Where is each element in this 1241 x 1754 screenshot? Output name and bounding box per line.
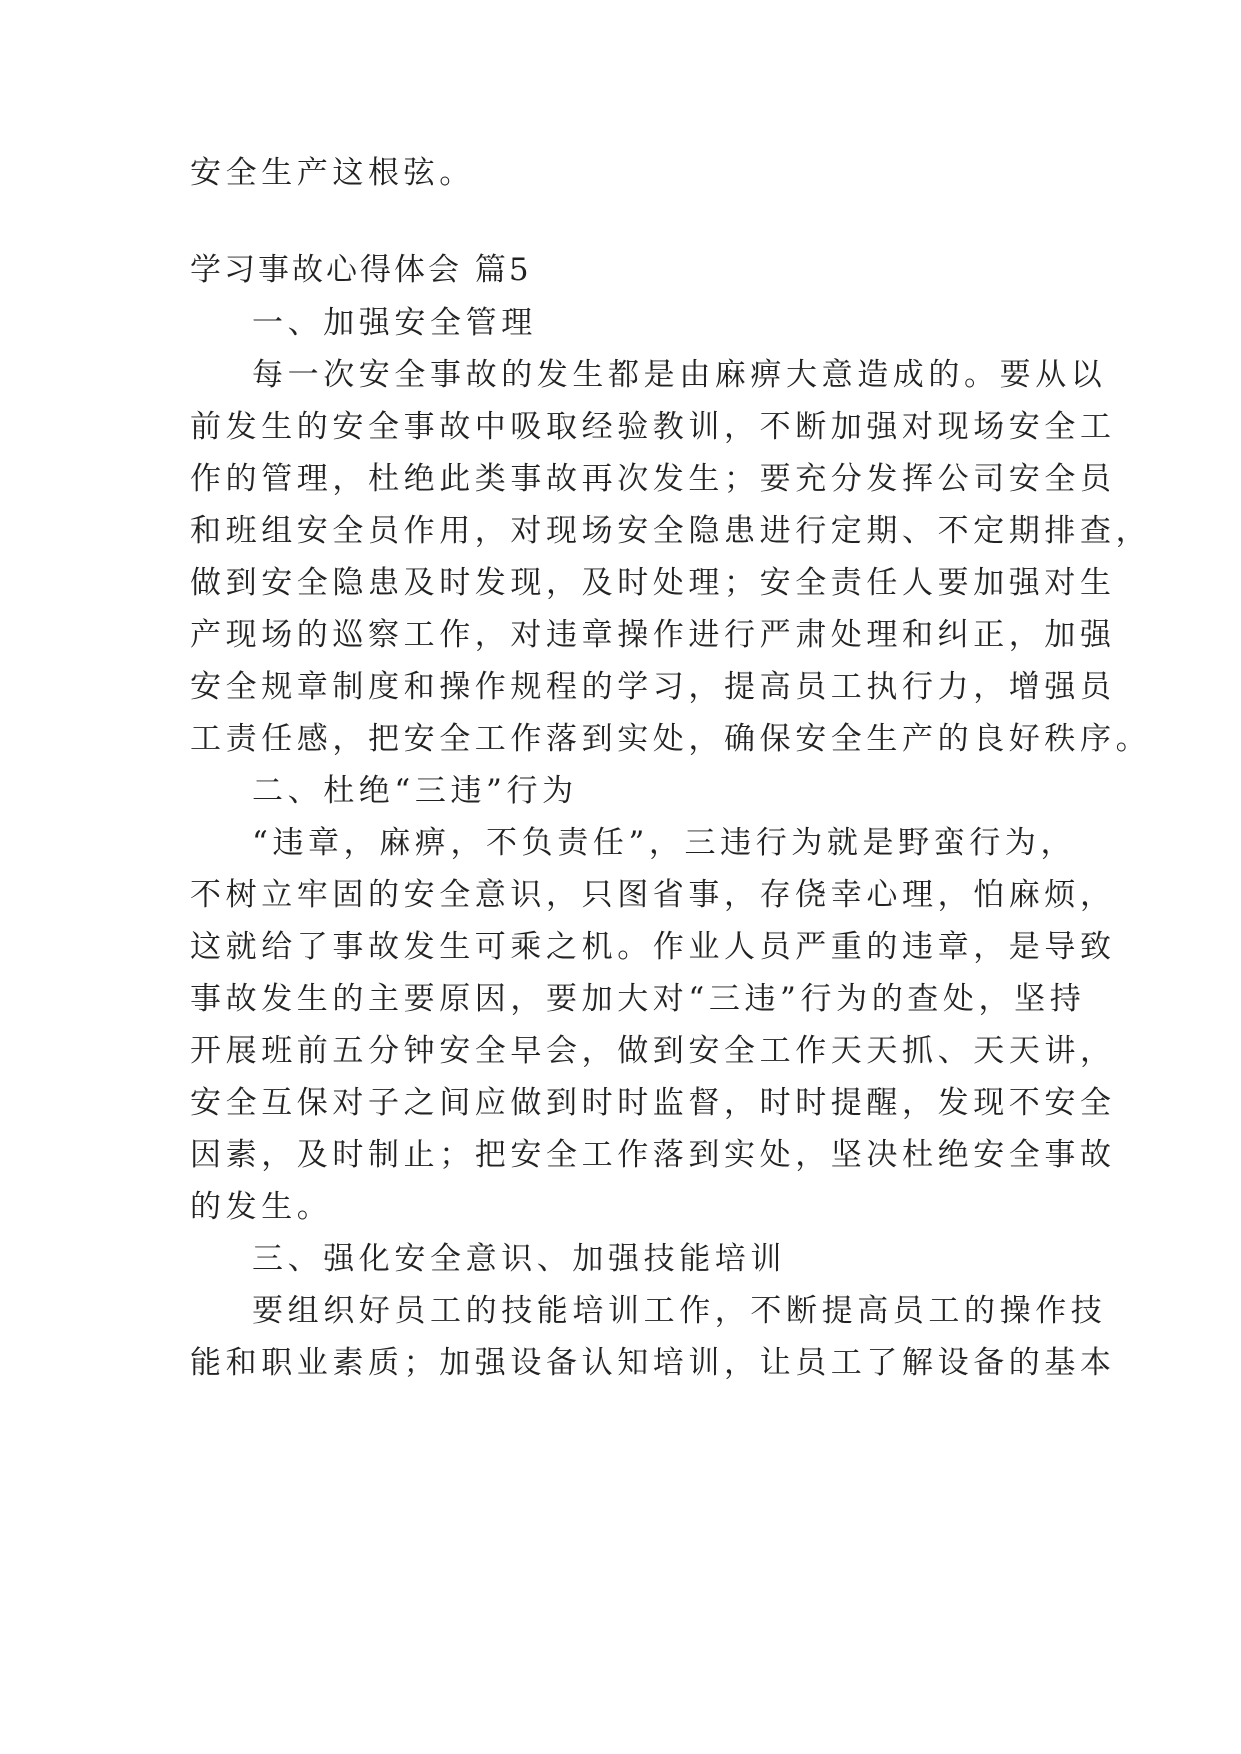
paragraph-line: 和班组安全员作用，对现场安全隐患进行定期、不定期排查，	[190, 513, 1152, 549]
paragraph-line: 产现场的巡察工作，对违章操作进行严肃处理和纠正，加强	[190, 617, 1116, 653]
paragraph-line: “违章，麻痹，不负责任”，三违行为就是野蛮行为，	[252, 825, 1077, 861]
section-heading-3: 三、强化安全意识、加强技能培训	[252, 1241, 786, 1277]
section-heading-2: 二、杜绝“三违”行为	[252, 773, 578, 809]
paragraph-line: 开展班前五分钟安全早会，做到安全工作天天抓、天天讲，	[190, 1033, 1116, 1069]
paragraph-line: 不树立牢固的安全意识，只图省事，存侥幸心理，怕麻烦，	[190, 877, 1116, 913]
continued-text: 安全生产这根弦。	[190, 155, 475, 191]
paragraph-line: 要组织好员工的技能培训工作，不断提高员工的操作技	[252, 1293, 1107, 1329]
paragraph-line: 每一次安全事故的发生都是由麻痹大意造成的。要从以	[252, 357, 1107, 393]
paragraph-line: 安全互保对子之间应做到时时监督，时时提醒，发现不安全	[190, 1085, 1116, 1121]
section-title: 学习事故心得体会 篇5	[190, 252, 532, 288]
paragraph-line: 做到安全隐患及时发现，及时处理；安全责任人要加强对生	[190, 565, 1116, 601]
paragraph-line: 安全规章制度和操作规程的学习，提高员工执行力，增强员	[190, 669, 1116, 705]
paragraph-line: 这就给了事故发生可乘之机。作业人员严重的违章，是导致	[190, 929, 1116, 965]
paragraph-line: 工责任感，把安全工作落到实处，确保安全生产的良好秩序。	[190, 721, 1152, 757]
paragraph-line: 作的管理，杜绝此类事故再次发生；要充分发挥公司安全员	[190, 461, 1116, 497]
section-heading-1: 一、加强安全管理	[252, 305, 537, 341]
paragraph-line: 因素，及时制止；把安全工作落到实处，坚决杜绝安全事故	[190, 1137, 1116, 1173]
paragraph-line: 事故发生的主要原因，要加大对“三违”行为的查处，坚持	[190, 981, 1086, 1017]
paragraph-line: 能和职业素质；加强设备认知培训，让员工了解设备的基本	[190, 1345, 1116, 1381]
paragraph-line: 前发生的安全事故中吸取经验教训，不断加强对现场安全工	[190, 409, 1116, 445]
paragraph-line: 的发生。	[190, 1189, 333, 1225]
